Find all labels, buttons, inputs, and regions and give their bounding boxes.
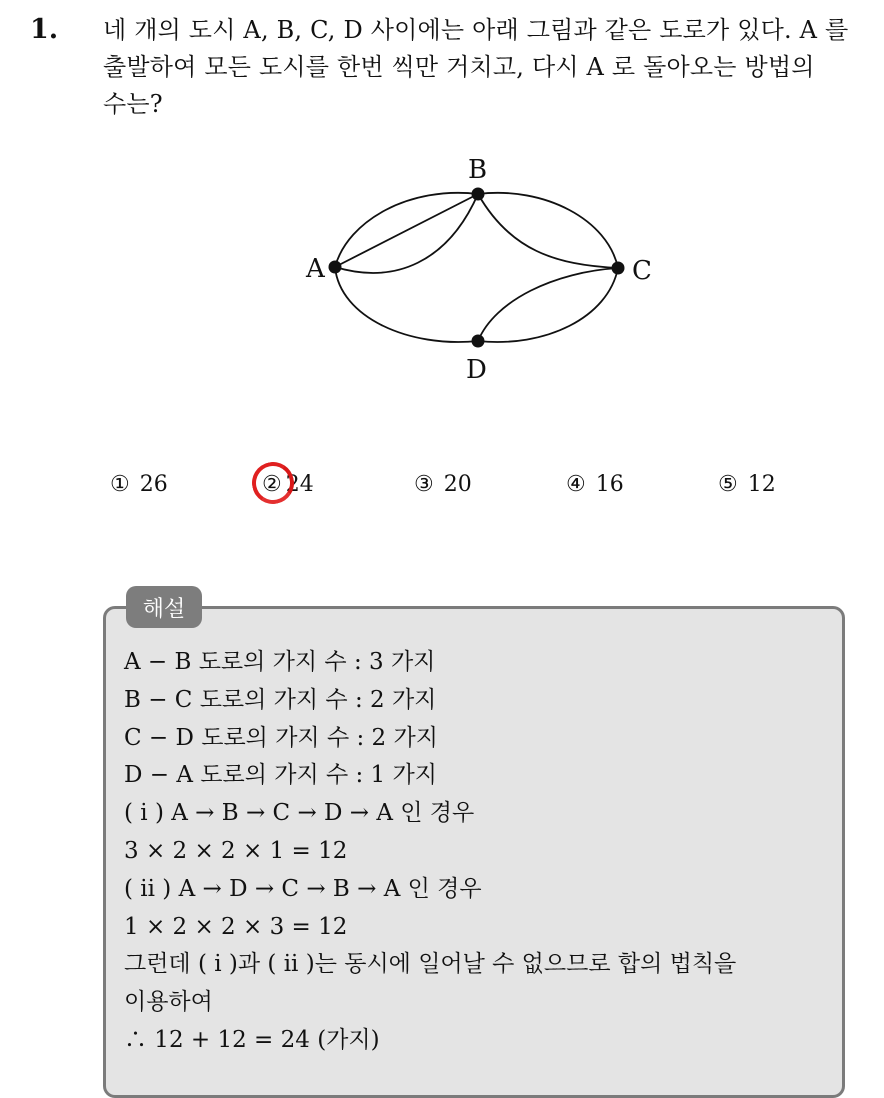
- edge-b-c-outer: [478, 193, 618, 268]
- node-a-dot: [329, 261, 342, 274]
- solution-line: A − B 도로의 가지 수 : 3 가지: [124, 649, 436, 675]
- question-number: 1.: [30, 14, 59, 45]
- road-diagram: [0, 0, 884, 440]
- edge-c-d-inner: [478, 268, 618, 341]
- choice-mark: ②: [262, 472, 282, 497]
- node-label-b: B: [468, 155, 488, 185]
- solution-line: D − A 도로의 가지 수 : 1 가지: [124, 762, 437, 789]
- choice-mark: ①: [110, 472, 130, 497]
- question-line: 출발하여 모든 도시를 한번 씩만 거치고, 다시 A 로 돌아오는 방법의: [103, 53, 815, 81]
- choice-5[interactable]: [718, 472, 776, 497]
- node-b-dot: [472, 188, 485, 201]
- choice-4[interactable]: [566, 472, 624, 497]
- choice-value: 12: [747, 472, 776, 497]
- solution-line: ( i ) A → B → C → D → A 인 경우: [124, 800, 475, 827]
- choice-value: 16: [595, 472, 624, 497]
- solution-line: ( ii ) A → D → C → B → A 인 경우: [124, 875, 482, 902]
- choice-1[interactable]: [110, 472, 168, 497]
- solution-text: [124, 644, 836, 1060]
- solution-line: 1 × 2 × 2 × 3 = 12: [124, 913, 348, 940]
- solution-line: C − D 도로의 가지 수 : 2 가지: [124, 724, 438, 751]
- choice-value: 24: [285, 472, 314, 497]
- solution-line: 그런데 ( i )과 ( ii )는 동시에 일어날 수 없으므로 합의 법칙을: [124, 951, 737, 978]
- choice-value: 26: [139, 472, 168, 497]
- choice-mark: ⑤: [718, 472, 738, 497]
- edge-c-d-outer: [478, 268, 618, 342]
- choice-value: 20: [443, 472, 472, 497]
- question-line: 네 개의 도시 A, B, C, D 사이에는 아래 그림과 같은 도로가 있다. A 를: [103, 16, 849, 44]
- node-d-dot: [472, 335, 485, 348]
- node-c-dot: [612, 262, 625, 275]
- solution-line: ∴ 12 + 12 = 24 (가지): [124, 1026, 380, 1053]
- choice-mark: ④: [566, 472, 586, 497]
- solution-line: B − C 도로의 가지 수 : 2 가지: [124, 686, 437, 713]
- solution-tag: 해설: [126, 586, 202, 628]
- solution-line: 이용하여: [124, 989, 213, 1016]
- node-label-a: A: [306, 254, 325, 284]
- node-label-c: C: [632, 256, 652, 286]
- choice-3[interactable]: [414, 472, 472, 497]
- question-line: 수는?: [103, 90, 163, 118]
- solution-line: 3 × 2 × 2 × 1 = 12: [124, 837, 348, 864]
- answer-choices: [0, 472, 884, 512]
- choice-mark: ③: [414, 472, 434, 497]
- edge-d-a: [335, 267, 478, 342]
- node-label-d: D: [466, 355, 487, 385]
